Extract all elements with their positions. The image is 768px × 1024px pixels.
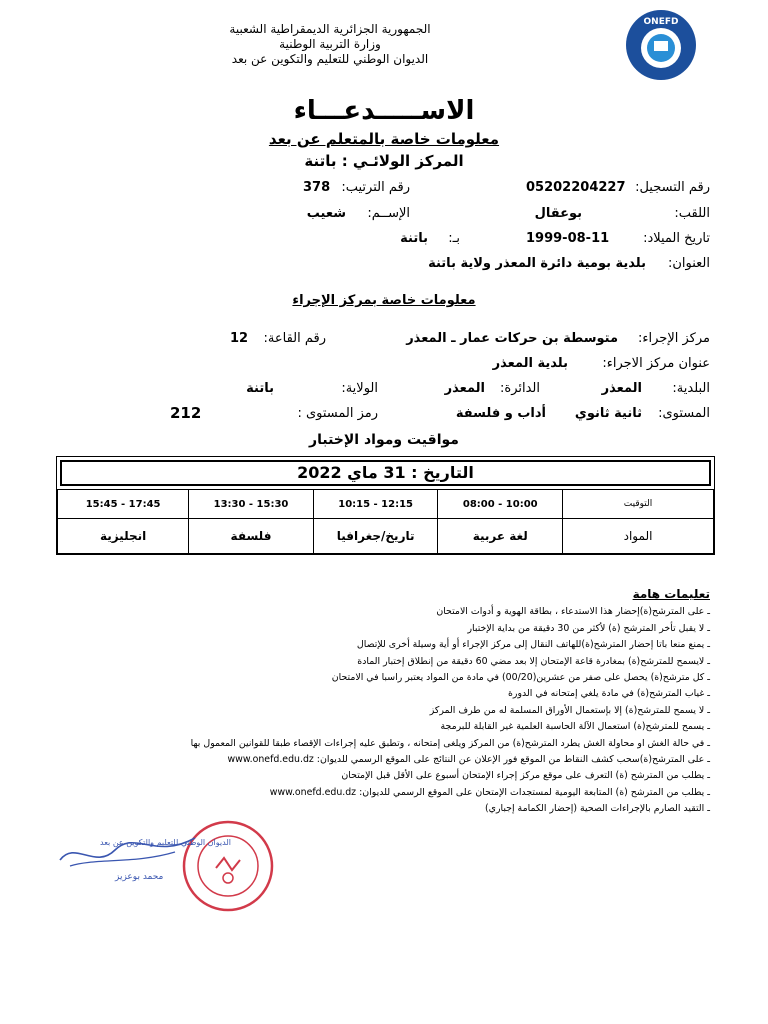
municipality-value: المعذر [601,381,642,396]
instruction-item: ـ لا يقبل تأخر المترشح (ة) لأكثر من 30 دقيقة من بداية الإختبار [467,622,710,634]
wilaya-value: باتنة [246,381,274,396]
slot-time: 15:45 - 17:45 [58,490,189,519]
registration-value: 05202204227 [526,180,626,195]
birthplace-value: باتنة [400,231,428,246]
exam-center-label: مركز الإجراء: [638,331,710,346]
stream-value: أداب و فلسفة [455,406,546,421]
page-title: الاســـــدعـــاء [293,96,475,126]
instructions-title: تعليمات هامة [632,587,710,601]
header-line-ministry: وزارة التربية الوطنية [279,37,381,51]
slot-subject: فلسفة [189,519,314,554]
rank-label: رقم الترتيب: [341,180,410,195]
instruction-item: ـ التقيد الصارم بالإجراءات الصحية (إحضار الكمامة إجباري) [484,803,710,815]
municipality-label: البلدية: [672,381,710,396]
slot-time: 08:00 - 10:00 [438,490,563,519]
dob-label: تاريخ الميلاد: [643,231,710,246]
instruction-item: ـ يطلب من المترشح (ة) المتابعة اليومية لمستجدات الإمتحان على الموقع الرسمي للديوان: www.onefd.edu.dz [269,786,710,798]
exam-center-heading: معلومات خاصة بمركز الإجراء [292,293,476,308]
schedule-table [56,456,715,555]
surname-label: اللقب: [674,206,710,221]
exam-address-label: عنوان مركز الاجراء: [602,356,710,371]
birthplace-label: بـ: [448,231,460,246]
instruction-item: ـ على المترشح(ة)سحب كشف النقاط من الموقع فور الإعلان عن النتائج على الموقع الرسمي للديوان: www.onefd.edu.dz [227,754,710,766]
slot-subject: انجليزية [58,519,189,554]
address-label: العنوان: [667,256,710,271]
surname-value: بوعقال [534,206,582,221]
exam-address-value: بلدية المعذر [492,356,568,371]
level-value: ثانية ثانوي [574,406,642,421]
level-code-value: 212 [170,404,202,422]
instruction-item: ـ يطلب من المترشح (ة) التعرف على موقع مركز إجراء الإمتحان أسبوع على الأقل قبل الإمتحان [341,770,710,782]
instruction-item: ـ يمنع منعا باتا إحضار المترشح(ة)للهاتف النقال إلى مركز الإجراء أو أية وسيلة أخرى للإتصال [356,639,710,651]
header-line-republic: الجمهورية الجزائرية الديمقراطية الشعبية [229,22,431,36]
slot-time: 10:15 - 12:15 [313,490,438,519]
room-label: رقم القاعة: [263,331,326,346]
daira-label: الدائرة: [500,381,540,396]
instruction-item: ـ يسمح للمترشح(ة) استعمال الآلة الحاسبة العلمية غير القابلة للبرمجة [440,721,710,733]
subject-row-label: المواد [563,519,714,554]
regional-center: المركز الولائـي : باتنة [304,152,464,170]
signature-block [55,830,231,890]
instruction-item: ـ لا يسمح للمترشح(ة) إلا بإستعمال الأوراق المسلمة له من طرف المركز [429,704,710,716]
slot-subject: تاريخ/جغرافيا [313,519,438,554]
exam-date: التاريخ : 31 ماي 2022 [60,460,711,486]
signature-stamp-text: الديوان الوطني للتعليم والتكوين عن بعد [100,838,231,847]
schedule-title: مواقيت ومواد الإختبار [309,432,459,448]
instruction-item: ـ في حالة الغش او محاولة الغش يطرد المترشح(ة) من المركز ويلغى إمتحانه ، وتطبق عليه إجراءات الإقصاء طبقا للقوانين المعمول بها [190,737,710,749]
instruction-item: ـ كل مترشح(ة) يحصل على صفر من عشرين(00/20) في مادة من المواد يعتبر راسبا في الامتحان [331,672,710,684]
firstname-value: شعيب [306,206,346,221]
instructions-block [50,586,710,818]
level-code-label: رمز المستوى : [297,406,378,421]
slot-time: 13:30 - 15:30 [189,490,314,519]
header-line-office: الديوان الوطني للتعليم والتكوين عن بعد [231,52,429,66]
exam-center-value: متوسطة بن حركات عمار ـ المعذر [406,331,618,346]
time-row-label: التوقيت [563,490,714,519]
firstname-label: الإســم: [367,206,410,221]
student-info-heading: معلومات خاصة بالمتعلم عن بعد [268,130,500,148]
rank-value: 378 [303,180,331,195]
registration-label: رقم التسجيل: [635,180,710,195]
dob-value: 1999-08-11 [526,231,610,246]
signature-scribble [55,830,205,874]
instruction-item: ـ لايسمح للمترشح(ة) بمغادرة قاعة الإمتحان إلا بعد مضي 60 دقيقة من إنطلاق إختبار المادة [357,655,710,667]
onefd-logo [624,8,698,82]
instruction-item: ـ على المترشح(ة)إحضار هذا الاستدعاء ، بطاقة الهوية و أدوات الامتحان [436,606,710,618]
logo-text: ONEFD [643,17,679,27]
signer-name: محمد بوعزيز [115,872,164,882]
document-header [180,22,480,67]
room-value: 12 [230,331,249,346]
daira-value: المعذر [444,381,485,396]
instruction-item: ـ غياب المترشح(ة) في مادة يلغي إمتحانه في الدورة [508,688,710,700]
wilaya-label: الولاية: [341,381,378,396]
address-value: بلدية بومية دائرة المعذر ولاية باتنة [428,256,646,271]
schedule-grid [57,489,714,554]
slot-subject: لغة عربية [438,519,563,554]
level-label: المستوى: [658,406,710,421]
